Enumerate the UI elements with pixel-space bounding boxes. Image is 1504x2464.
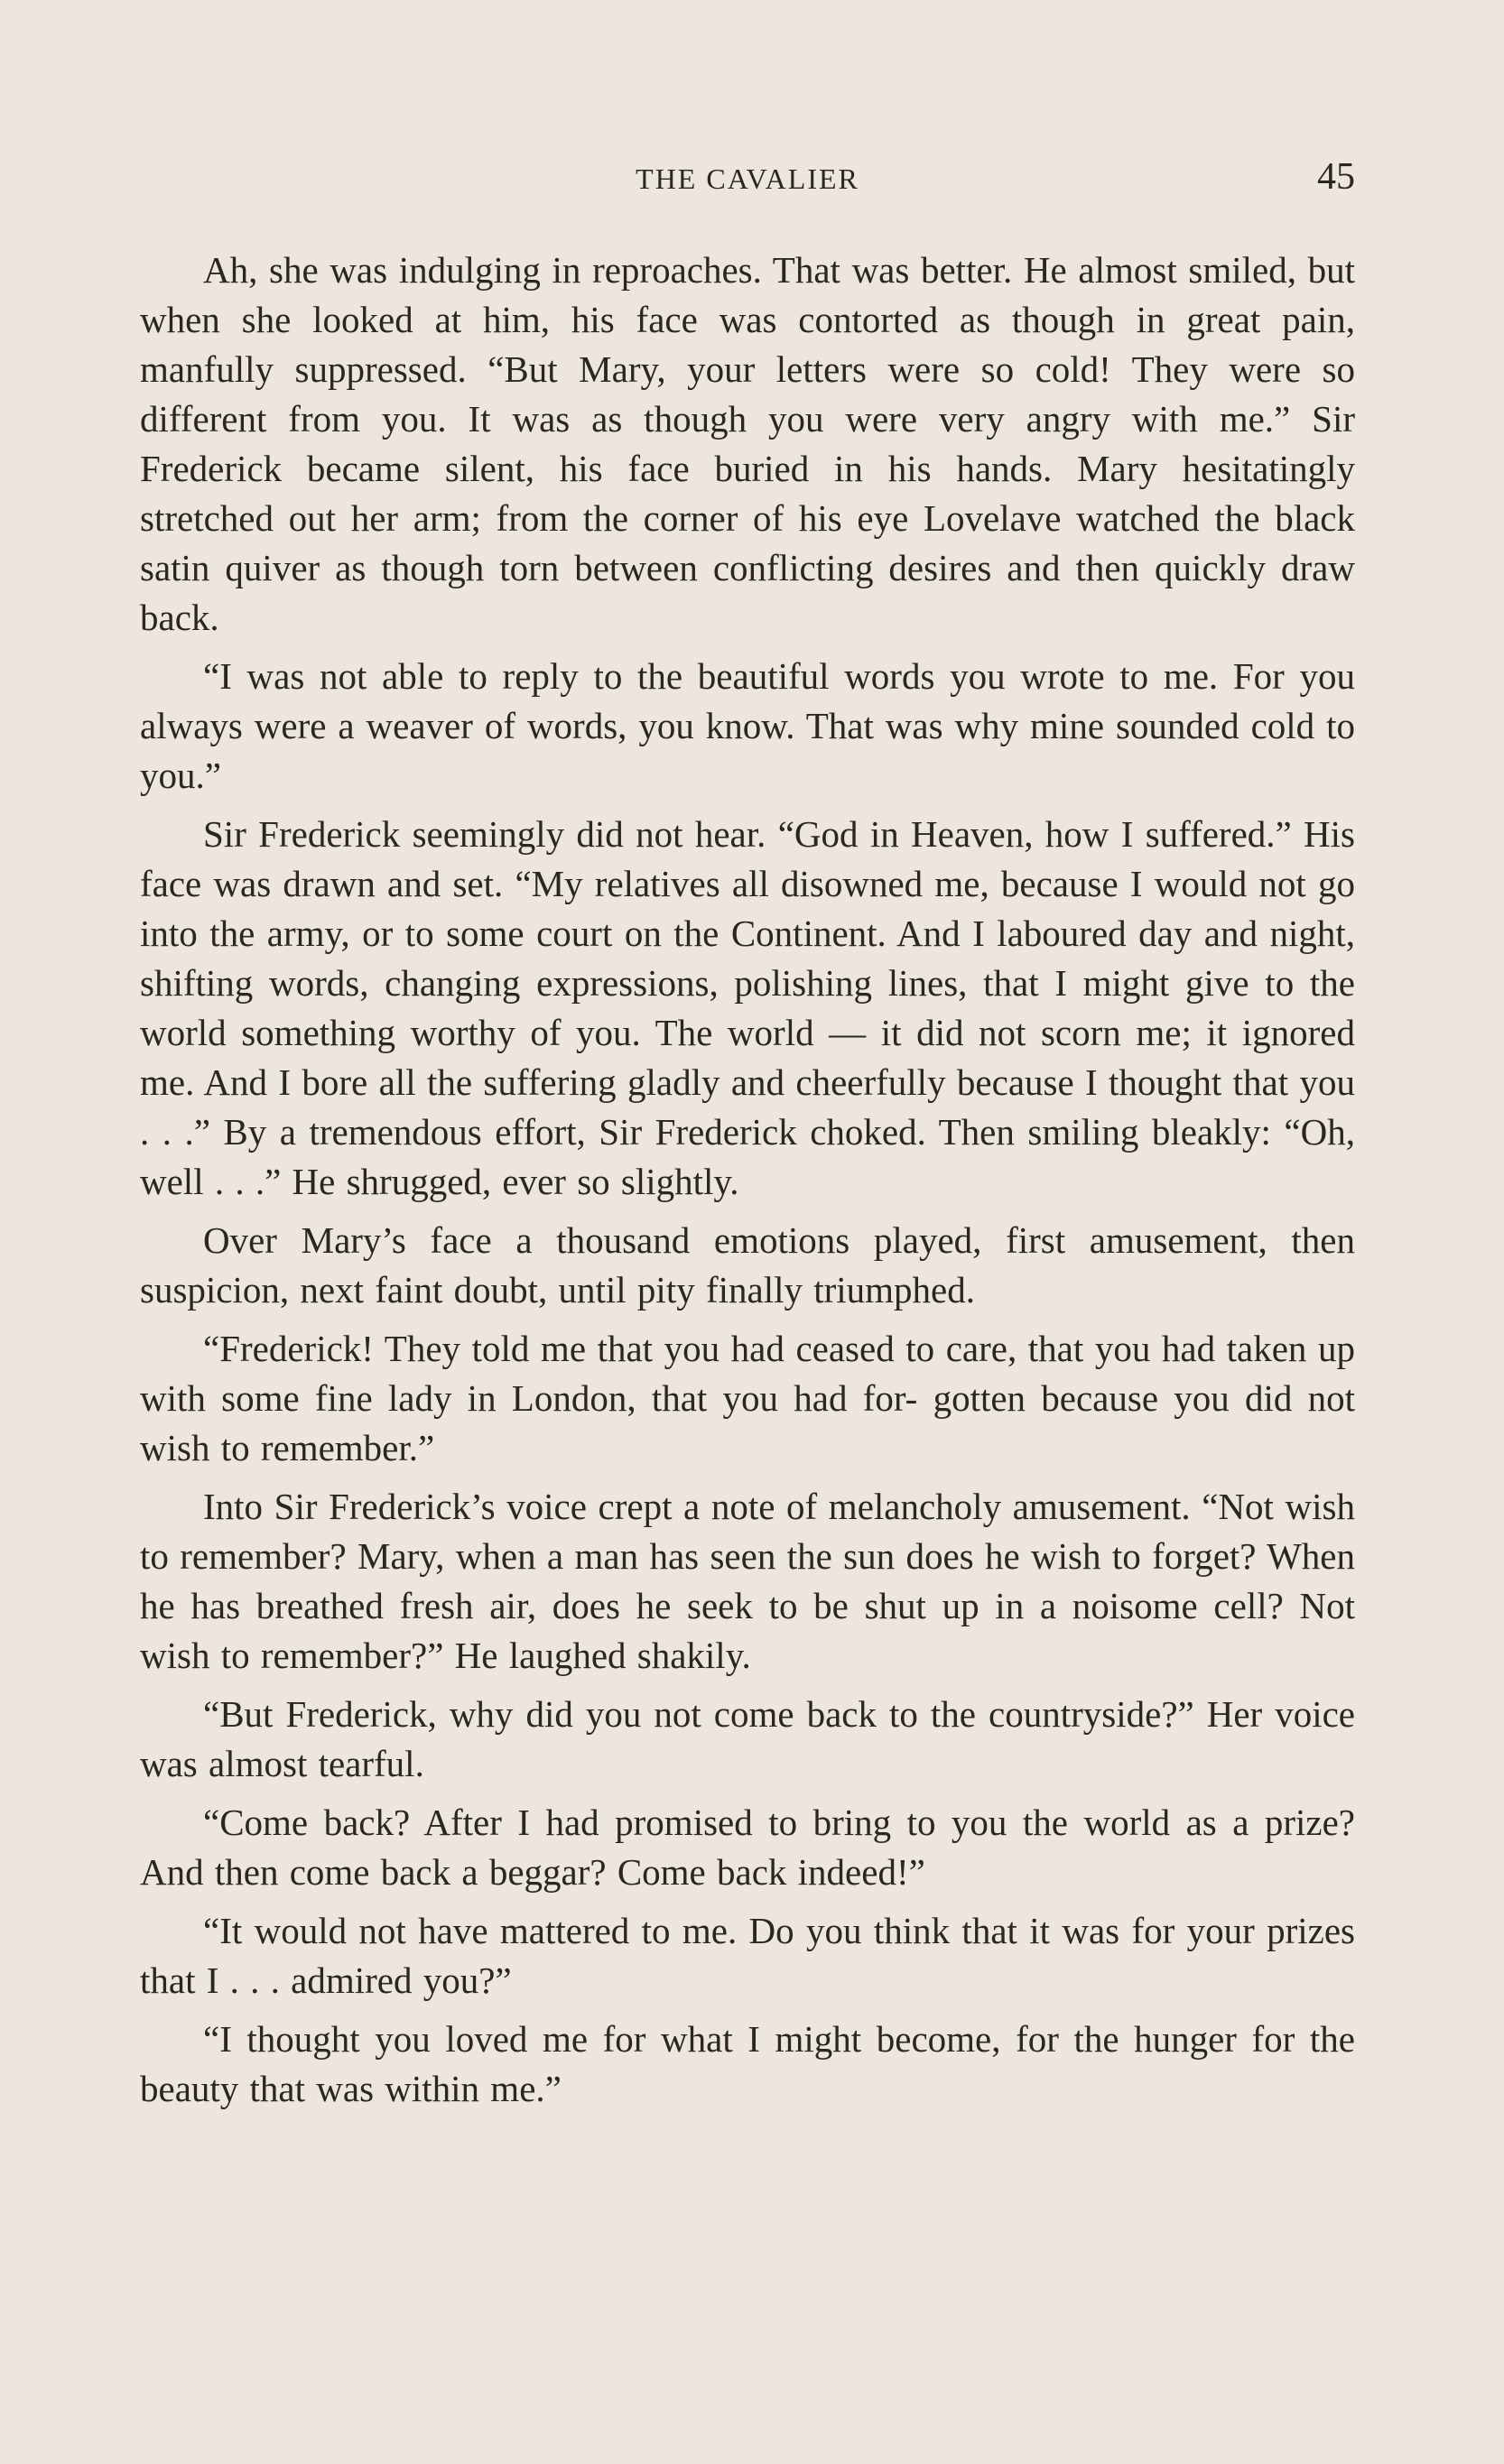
paragraph-4: Over Mary’s face a thousand emotions played, first amusement, then suspicion, next faint doubt, until pity finally triumphed.: [140, 1219, 1355, 1311]
running-title: THE CAVALIER: [636, 162, 859, 195]
paragraph-2: “I was not able to reply to the beautiful words you wrote to me. For you always were a weaver of words, you know. That was why mine sounded cold to you.”: [140, 655, 1355, 796]
running-head: [140, 155, 1355, 209]
paragraph-7: “But Frederick, why did you not come back to the countryside?” Her voice was almost tearful.: [140, 1693, 1355, 1784]
body-text: [140, 245, 1355, 2123]
paragraph-8: “Come back? After I had promised to bring to you the world as a prize? And then come back a beggar? Come back indeed!”: [140, 1802, 1355, 1893]
paragraph-9: “It would not have mattered to me. Do you think that it was for your prizes that I . . . admired you?”: [140, 1910, 1355, 2001]
page-number: 45: [1317, 156, 1355, 198]
paragraph-6: Into Sir Frederick’s voice crept a note of melancholy amusement. “Not wish to remember? Mary, when a man has seen the sun does he wish to forget? When he has breathed fresh air, does he seek to be shut up in a noisome cell? Not wish to remember?” He laughed shakily.: [140, 1486, 1355, 1676]
paragraph-5: “Frederick! They told me that you had ceased to care, that you had taken up with some fine lady in London, that you had for- gotten because you did not wish to remember.”: [140, 1328, 1355, 1468]
paragraph-1: Ah, she was indulging in reproaches. That was better. He almost smiled, but when she looked at him, his face was contorted as though in great pain, manfully suppressed. “But Mary, your letters were so cold! They were so different from you. It was as though you were very angry with me.” Sir Frederick became silent, his face buried in his hands. Mary hesitatingly stretched out her arm; from the corner of his eye Lovelave watched the black satin quiver as though torn between conflicting desires and then quickly draw back.: [140, 249, 1355, 638]
paragraph-10: “I thought you loved me for what I might become, for the hunger for the beauty that was within me.”: [140, 2018, 1355, 2109]
paragraph-3: Sir Frederick seemingly did not hear. “God in Heaven, how I suffered.” His face was drawn and set. “My relatives all disowned me, because I would not go into the army, or to some court on the Continent. And I laboured day and night, shifting words, changing expressions, polishing lines, that I might give to the world something worthy of you. The world — it did not scorn me; it ignored me. And I bore all the suffering gladly and cheerfully because I thought that you . . .” By a tremendous effort, Sir Frederick choked. Then smiling bleakly: “Oh, well . . .” He shrugged, ever so slightly.: [140, 813, 1355, 1202]
